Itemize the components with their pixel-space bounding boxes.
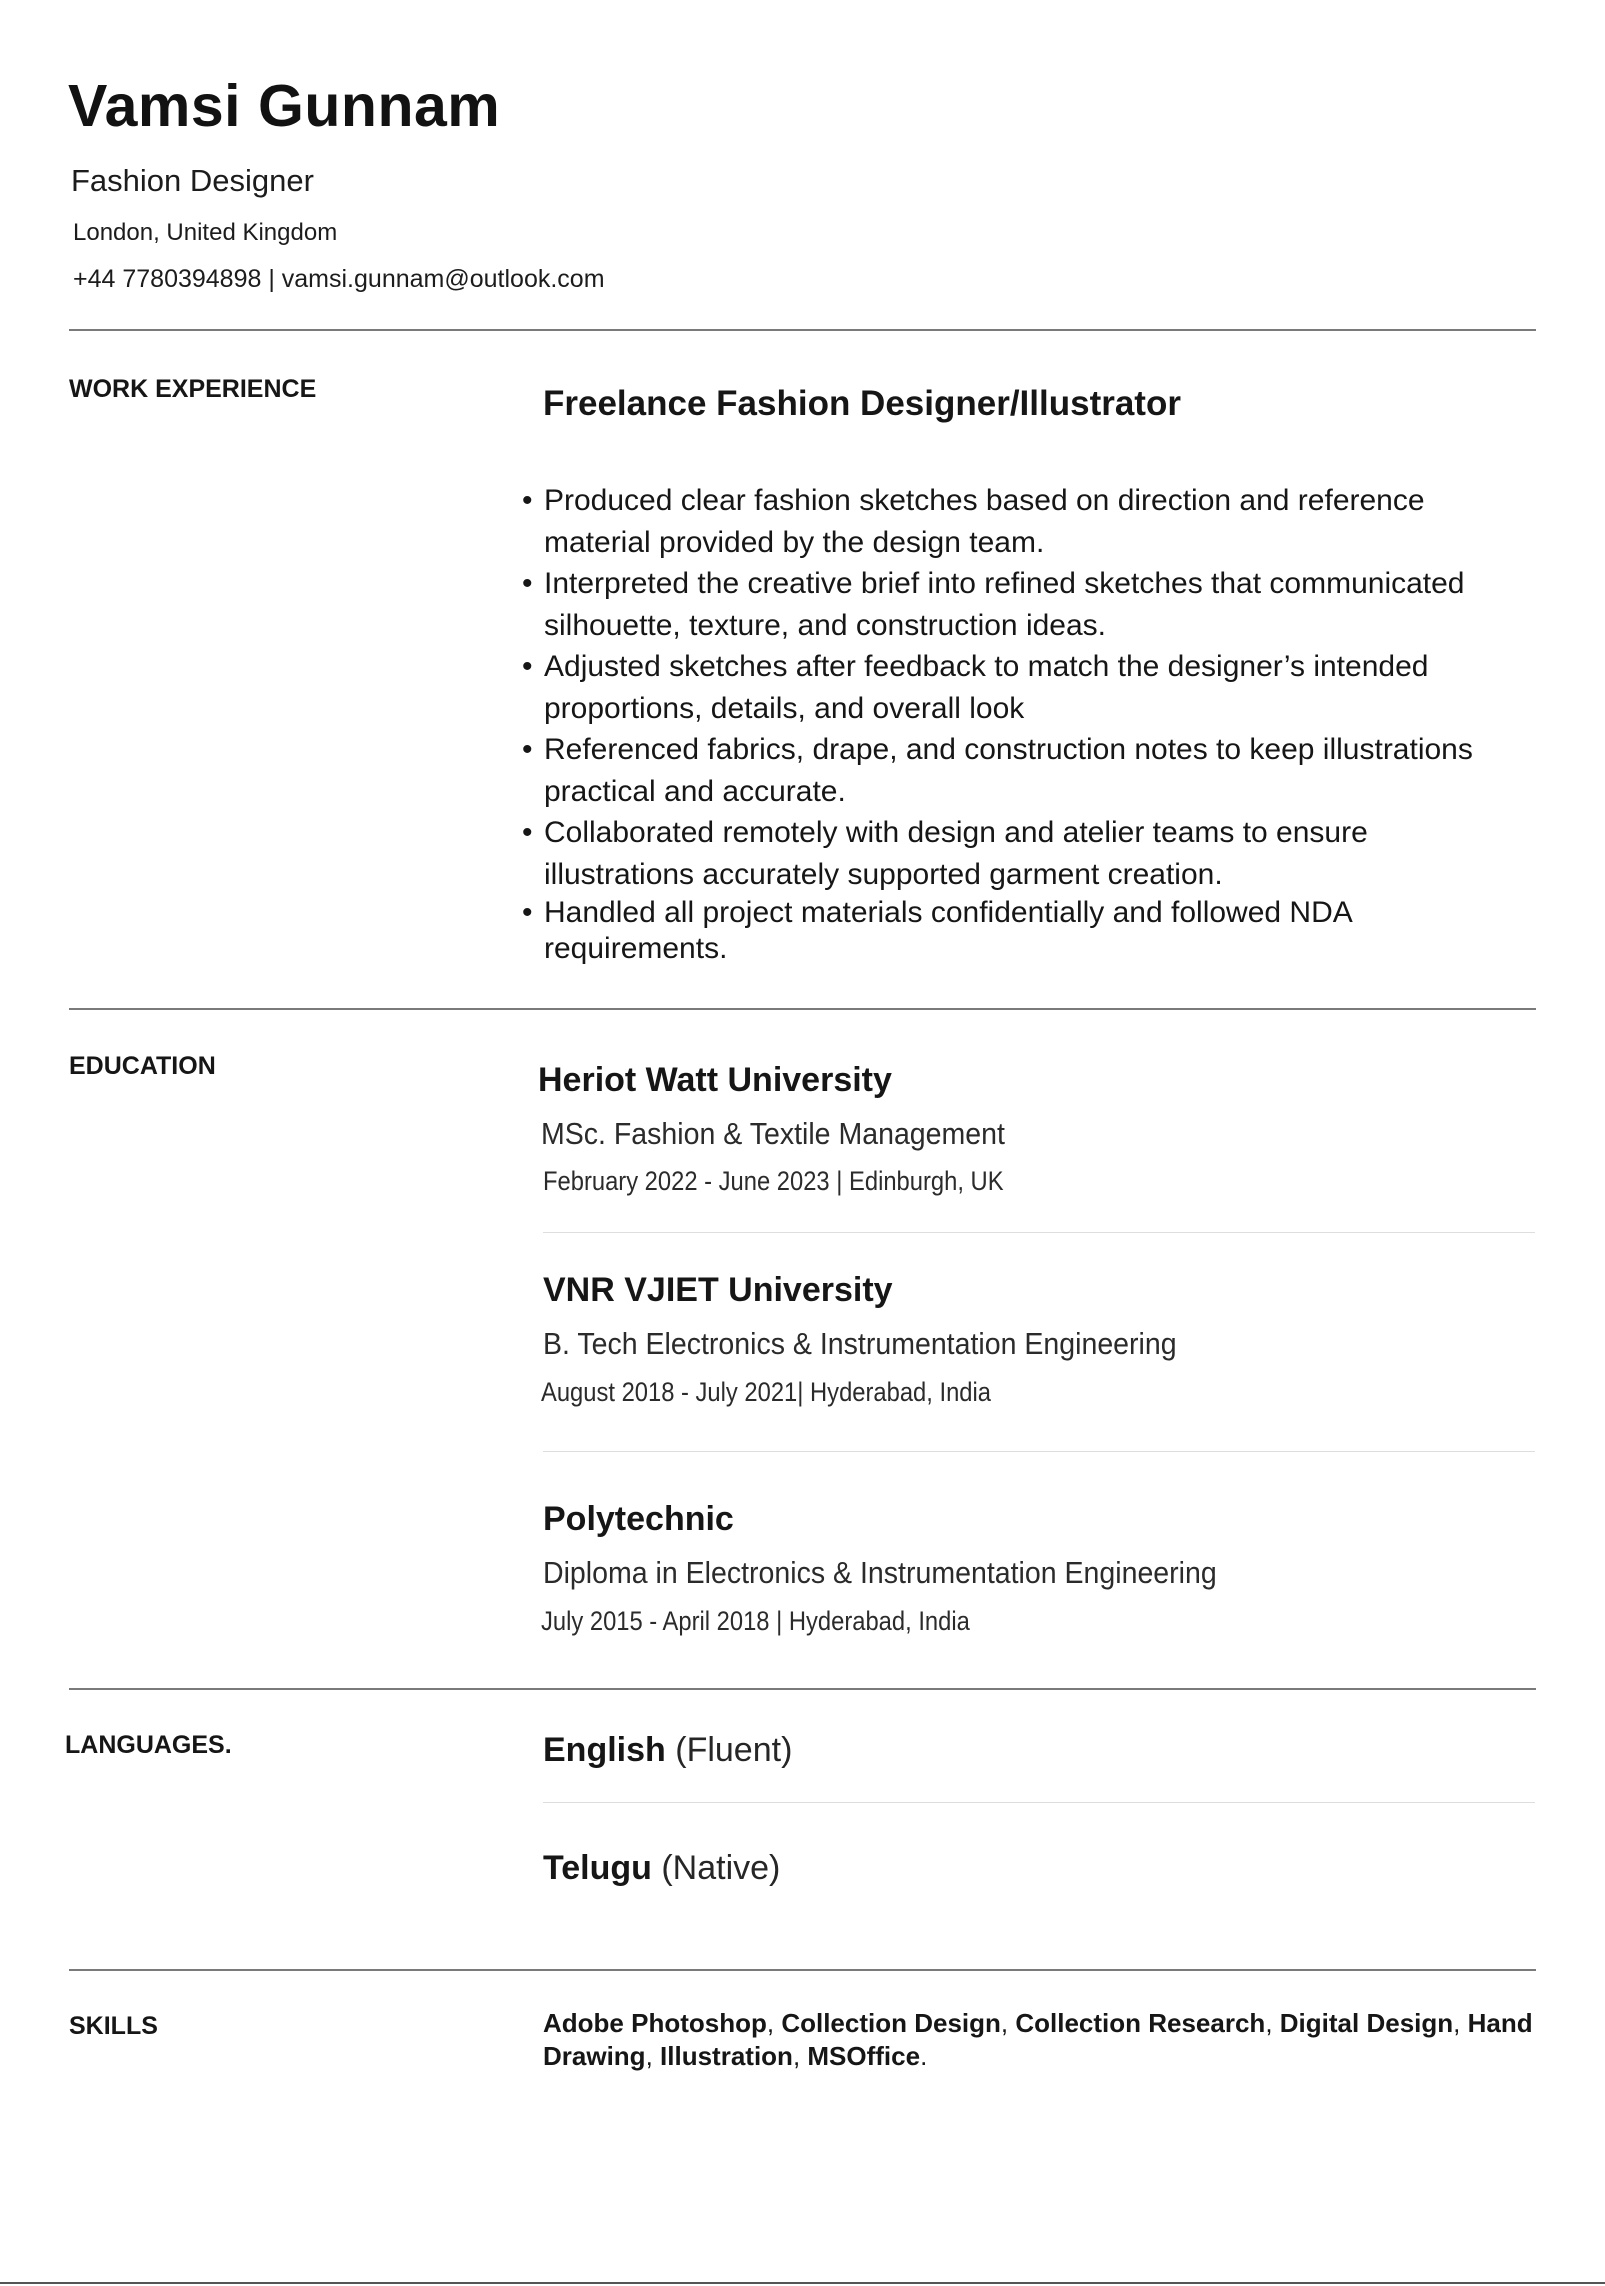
language-name: English xyxy=(543,1731,666,1769)
responsibility-item: • Handled all project materials confidentially and followed NDA requirements. xyxy=(522,895,1522,967)
skill-item: MSOffice xyxy=(807,2041,921,2071)
skill-item: Collection Design xyxy=(781,2008,1001,2038)
candidate-location: London, United Kingdom xyxy=(73,219,338,246)
job-title: Freelance Fashion Designer/Illustrator xyxy=(543,384,1181,423)
language-level: (Native) xyxy=(661,1849,781,1887)
skill-separator: , xyxy=(792,2041,808,2071)
job-responsibilities-list xyxy=(522,480,1522,967)
skill-separator: . xyxy=(920,2041,928,2071)
education-label: EDUCATION xyxy=(69,1052,216,1080)
section-divider xyxy=(69,1688,1536,1690)
skill-item: Illustration xyxy=(660,2041,793,2071)
skill-item: Adobe Photoshop xyxy=(543,2008,767,2038)
education-school: Polytechnic xyxy=(543,1500,734,1538)
skill-separator: , xyxy=(1453,2008,1468,2038)
responsibility-item: • Referenced fabrics, drape, and construction notes to keep illustrations practical and accurate. xyxy=(522,729,1522,812)
education-divider xyxy=(543,1232,1535,1233)
education-dates: August 2018 - July 2021| Hyderabad, India xyxy=(541,1377,991,1407)
language-level: (Fluent) xyxy=(675,1731,793,1769)
skills-list xyxy=(543,2007,1543,2073)
education-degree: B. Tech Electronics & Instrumentation Engineering xyxy=(543,1326,1177,1361)
language-item xyxy=(543,1731,792,1770)
languages-divider xyxy=(543,1802,1535,1803)
work-experience-label: WORK EXPERIENCE xyxy=(69,375,317,403)
page-bottom-edge xyxy=(0,2282,1605,2284)
section-divider xyxy=(69,329,1536,331)
language-item xyxy=(543,1849,780,1888)
education-degree: Diploma in Electronics & Instrumentation Engineering xyxy=(543,1555,1217,1590)
section-divider xyxy=(69,1969,1536,1971)
languages-label: LANGUAGES. xyxy=(65,1731,232,1759)
education-divider xyxy=(543,1451,1535,1452)
skill-item: Hand Drawing xyxy=(543,2008,1533,2071)
section-divider xyxy=(69,1008,1536,1010)
candidate-role: Fashion Designer xyxy=(71,163,314,198)
skill-separator: , xyxy=(766,2008,782,2038)
education-dates: February 2022 - June 2023 | Edinburgh, UK xyxy=(543,1166,1004,1196)
skill-item: Digital Design xyxy=(1279,2008,1454,2038)
language-name: Telugu xyxy=(543,1849,652,1887)
skill-separator: , xyxy=(1265,2008,1280,2038)
candidate-name: Vamsi Gunnam xyxy=(68,73,501,139)
responsibility-item: • Produced clear fashion sketches based on direction and reference material provided by the design team. xyxy=(522,480,1522,563)
responsibility-item: • Collaborated remotely with design and atelier teams to ensure illustrations accurately supported garment creation. xyxy=(522,812,1522,895)
skill-separator: , xyxy=(645,2041,661,2071)
skills-label: SKILLS xyxy=(69,2012,158,2040)
responsibility-item: • Interpreted the creative brief into refined sketches that communicated silhouette, texture, and construction ideas. xyxy=(522,563,1522,646)
skill-item: Collection Research xyxy=(1015,2008,1266,2038)
education-school: VNR VJIET University xyxy=(543,1271,893,1309)
education-dates: July 2015 - April 2018 | Hyderabad, India xyxy=(541,1606,970,1636)
responsibility-item: • Adjusted sketches after feedback to match the designer’s intended proportions, details, and overall look xyxy=(522,646,1522,729)
education-degree: MSc. Fashion & Textile Management xyxy=(541,1116,1005,1151)
candidate-contact: +44 7780394898 | vamsi.gunnam@outlook.com xyxy=(73,265,605,293)
education-school: Heriot Watt University xyxy=(538,1061,892,1099)
skill-separator: , xyxy=(1000,2008,1016,2038)
